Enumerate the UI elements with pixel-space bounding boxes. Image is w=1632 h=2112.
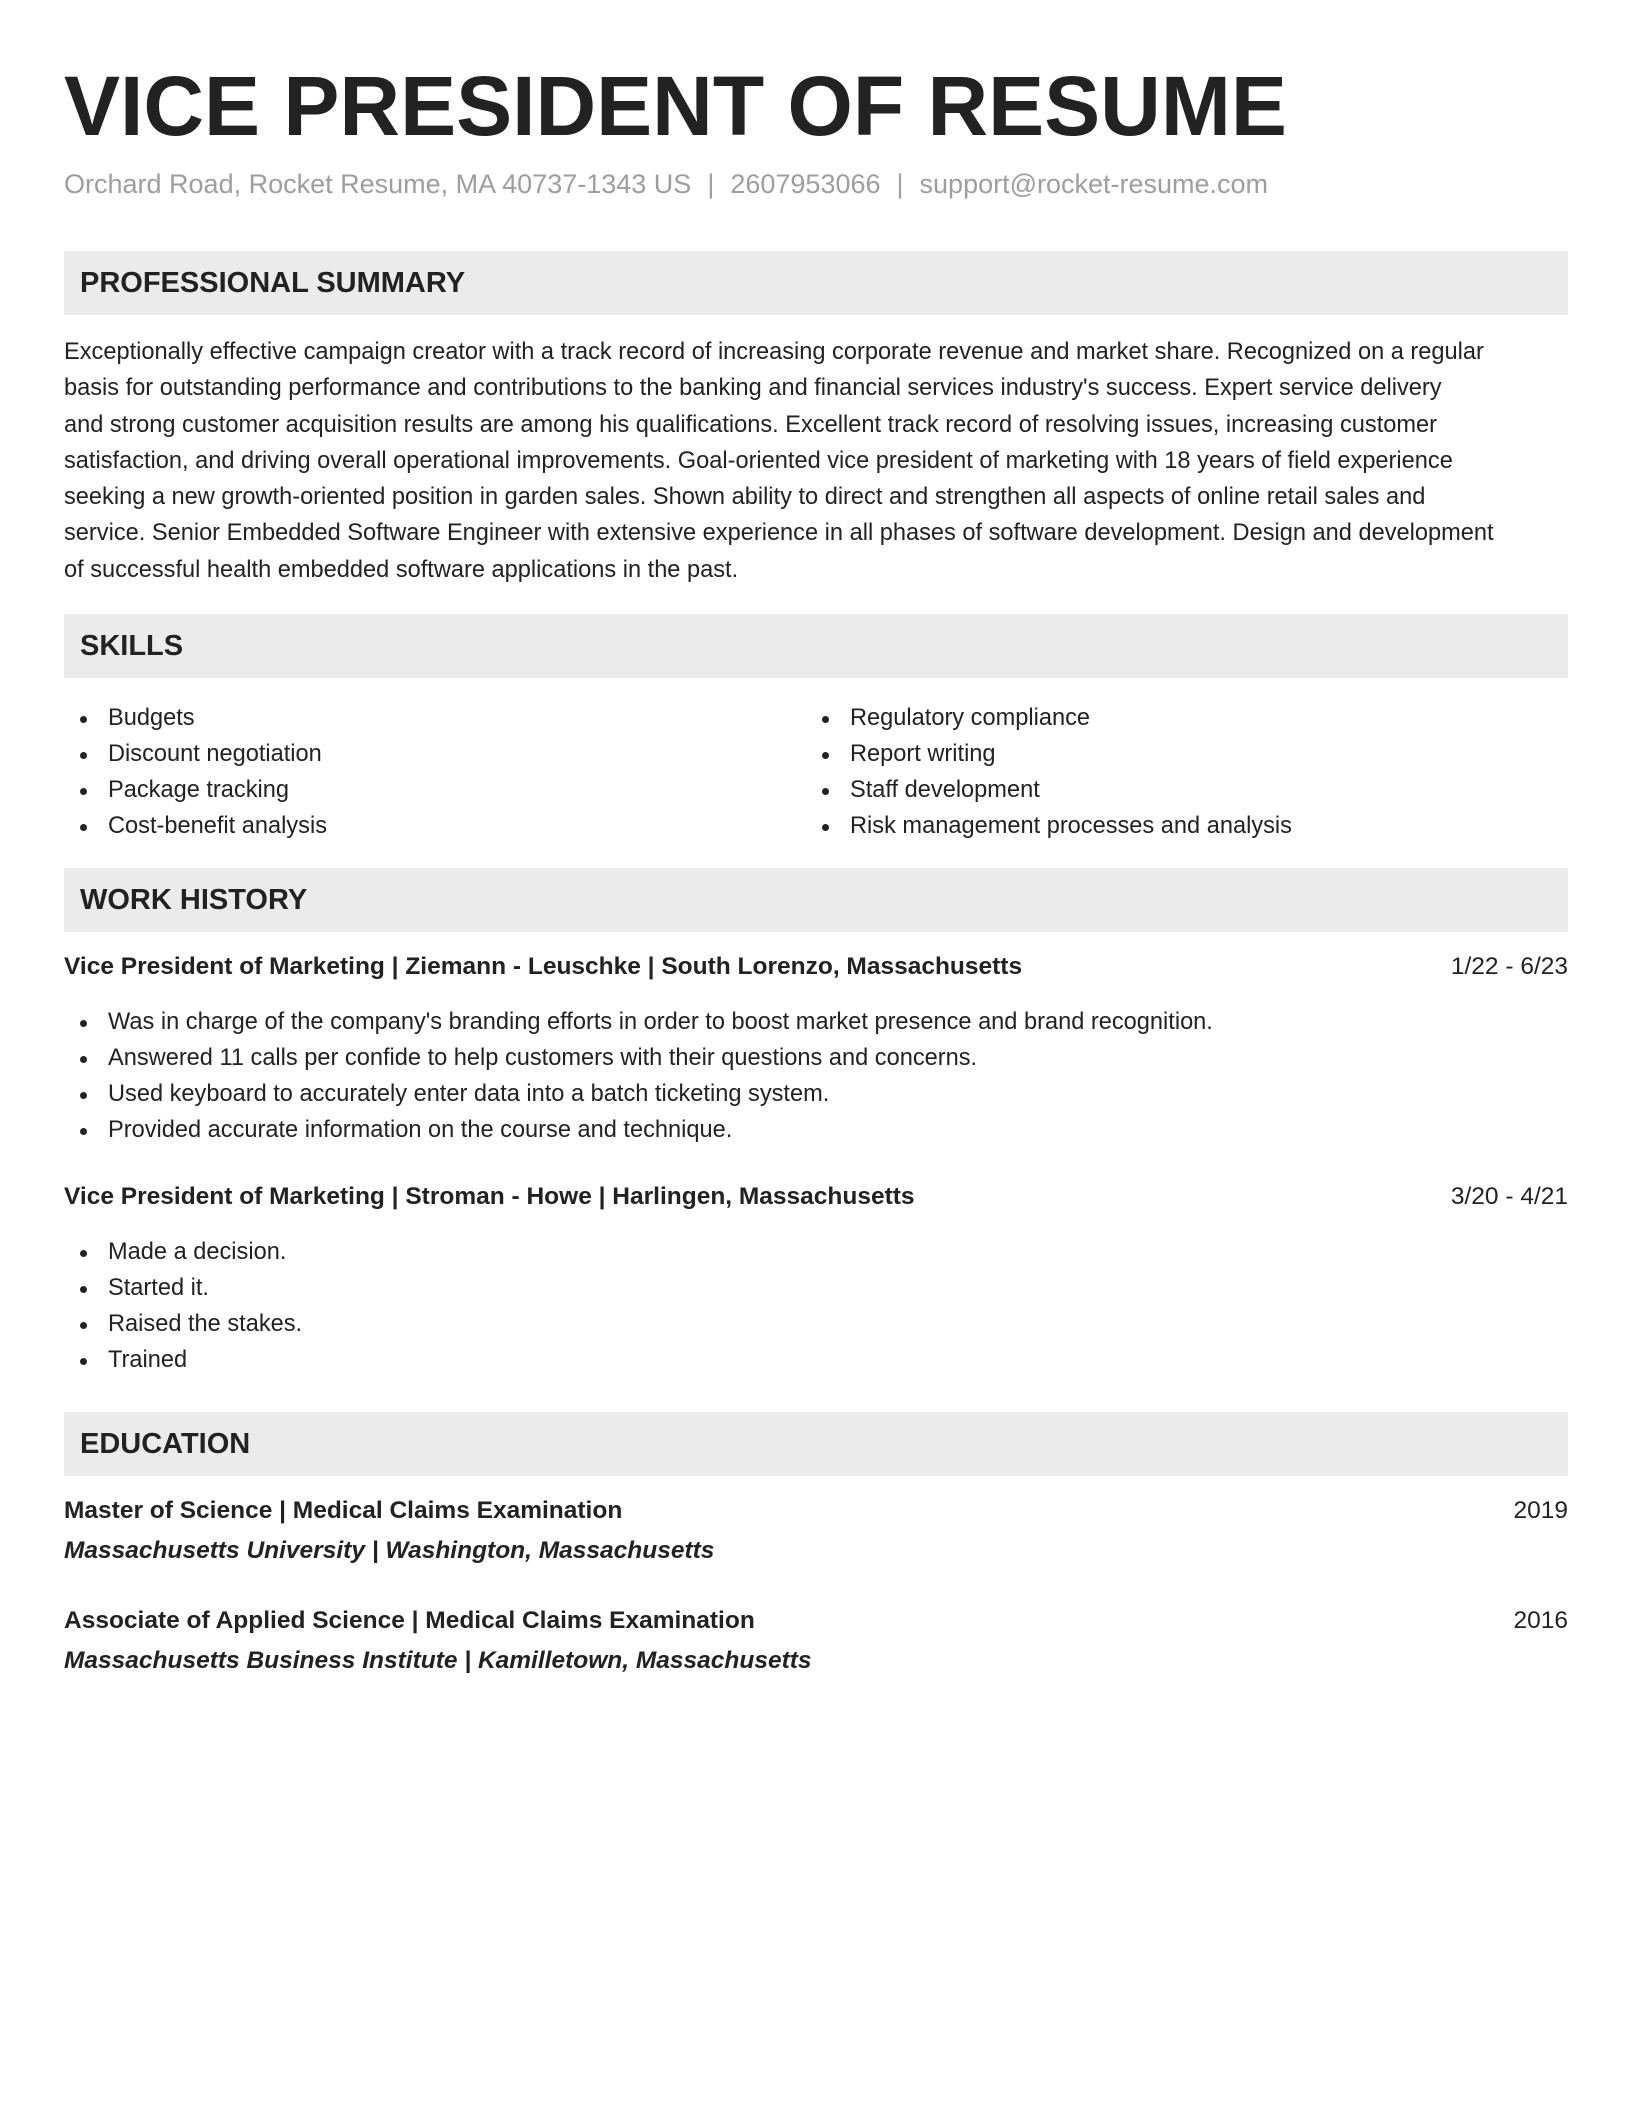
skill-item: Package tracking: [64, 772, 327, 808]
candidate-name: VICE PRESIDENT OF RESUME: [64, 59, 1287, 153]
skills-column-right: [806, 700, 1292, 844]
work-section-title: WORK HISTORY: [80, 884, 308, 916]
skill-item: Discount negotiation: [64, 736, 327, 772]
summary-section-title: PROFESSIONAL SUMMARY: [80, 267, 466, 299]
job-bullet: Made a decision.: [64, 1234, 1568, 1270]
contact-line: [64, 166, 1268, 202]
job-dates: 3/20 - 4/21: [1450, 1183, 1568, 1210]
job-bullet: Trained: [64, 1342, 1568, 1378]
school: Massachusetts University | Washington, Massachusetts: [64, 1537, 715, 1564]
school: Massachusetts Business Institute | Kamilletown, Massachusetts: [64, 1647, 812, 1674]
job-title: Vice President of Marketing | Stroman - Howe | Harlingen, Massachusetts: [64, 1183, 915, 1210]
job-bullet: Started it.: [64, 1270, 1568, 1306]
summary-line: basis for outstanding performance and contributions to the banking and financial services industry's success. Expert service delivery: [64, 375, 1442, 402]
graduation-year: 2019: [1513, 1497, 1568, 1524]
job-bullet: Provided accurate information on the course and technique.: [64, 1112, 1568, 1148]
skill-item: Risk management processes and analysis: [806, 808, 1292, 844]
skill-item: Budgets: [64, 700, 327, 736]
degree: Associate of Applied Science | Medical Claims Examination: [64, 1607, 755, 1634]
education-section-header: [64, 1412, 1568, 1476]
job-dates: 1/22 - 6/23: [1450, 953, 1568, 980]
skill-item: Regulatory compliance: [806, 700, 1292, 736]
job-bullet: Used keyboard to accurately enter data into a batch ticketing system.: [64, 1076, 1568, 1112]
skills-section-title: SKILLS: [80, 630, 184, 662]
job-bullet: Answered 11 calls per confide to help customers with their questions and concerns.: [64, 1040, 1568, 1076]
address: Orchard Road, Rocket Resume, MA 40737-1343 US: [64, 169, 692, 199]
summary-line: and strong customer acquisition results are among his qualifications. Excellent track record of resolving issues, increasing customer: [64, 411, 1438, 438]
skills-section-header: [64, 614, 1568, 678]
summary-line: Exceptionally effective campaign creator with a track record of increasing corporate revenue and market share. Recognized on a regular: [64, 339, 1484, 365]
summary-text: [64, 334, 1568, 588]
summary-line: satisfaction, and driving overall operational improvements. Goal-oriented vice president of marketing with 18 years of field experience: [64, 447, 1453, 474]
degree: Master of Science | Medical Claims Examination: [64, 1497, 623, 1524]
skills-column-left: [64, 700, 327, 844]
work-section-header: [64, 868, 1568, 932]
job-bullet: Was in charge of the company's branding efforts in order to boost market presence and brand recognition.: [64, 1004, 1568, 1040]
job-bullet: Raised the stakes.: [64, 1306, 1568, 1342]
graduation-year: 2016: [1513, 1607, 1568, 1634]
summary-line: of successful health embedded software applications in the past.: [64, 556, 739, 583]
skill-item: Staff development: [806, 772, 1292, 808]
summary-line: service. Senior Embedded Software Engineer with extensive experience in all phases of software development. Design and development: [64, 520, 1494, 547]
summary-line: seeking a new growth-oriented position in garden sales. Shown ability to direct and strengthen all aspects of online retail sales and: [64, 484, 1426, 511]
job-bullets: [64, 1234, 1568, 1378]
separator: |: [707, 169, 715, 199]
education-section-title: EDUCATION: [80, 1428, 251, 1460]
separator: |: [896, 169, 904, 199]
skill-item: Cost-benefit analysis: [64, 808, 327, 844]
job-bullets: [64, 1004, 1568, 1148]
summary-section-header: [64, 251, 1568, 315]
email: support@rocket-resume.com: [919, 169, 1269, 199]
skill-item: Report writing: [806, 736, 1292, 772]
phone: 2607953066: [730, 169, 881, 199]
job-title: Vice President of Marketing | Ziemann - Leuschke | South Lorenzo, Massachusetts: [64, 953, 1023, 980]
